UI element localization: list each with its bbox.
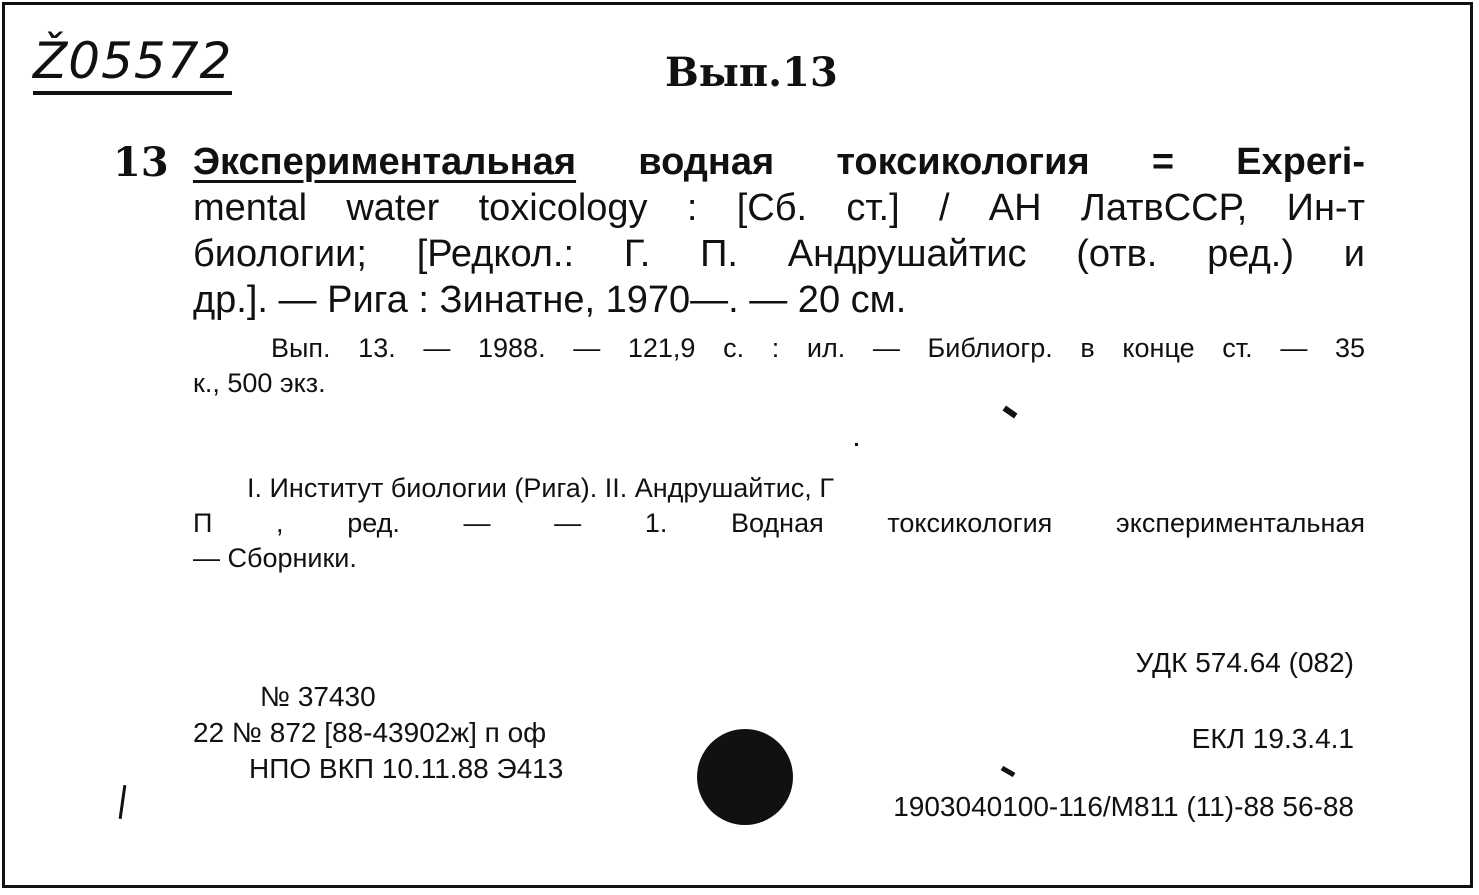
udk-code: УДК 574.64 (082) xyxy=(1135,647,1354,678)
issue-number: 13 xyxy=(113,139,169,186)
entry-line-2: mental water toxicology : [Сб. ст.] / АН ЛатвССР, Ин-т xyxy=(193,187,1365,229)
dust-speck xyxy=(855,443,858,446)
note-line-2: к., 500 экз. xyxy=(193,368,326,398)
order-line: 22 № 872 [88-43902ж] п оф xyxy=(193,717,547,748)
entry-heading-word: Экспериментальная xyxy=(193,141,577,183)
note-line-1: Вып. 13. — 1988. — 121,9 с. : ил. — Библиогр. в конце ст. — 35 xyxy=(271,333,1365,363)
catalog-card xyxy=(2,2,1473,888)
entry-title-rest: водная токсикология = Experi- xyxy=(576,141,1365,183)
tracings xyxy=(193,471,1365,576)
entry-line-4: др.]. — Рига : Зинатне, 1970—. — 20 см. xyxy=(193,279,907,321)
issue-header: Вып.13 xyxy=(665,49,838,96)
entry-line-1 xyxy=(193,139,1365,185)
bibliographic-entry xyxy=(193,139,1365,323)
issue-note xyxy=(193,331,1365,401)
ink-speck xyxy=(1003,406,1018,419)
handwritten-card-id: Ž05572 xyxy=(33,33,232,95)
tracing-line-2: П , ред. — — 1. Водная токсикология экспериментальная xyxy=(193,508,1365,538)
tracing-line-3: — Сборники. xyxy=(193,543,357,573)
entry-line-3: биологии; [Редкол.: Г. П. Андрушайтис (отв. ред.) и xyxy=(193,233,1365,275)
pencil-mark xyxy=(119,785,127,819)
order-number: № 37430 xyxy=(260,681,376,712)
classification-code: 1903040100-116/М811 (11)-88 56-88 xyxy=(893,791,1354,822)
punch-hole xyxy=(697,729,793,825)
ekl-code: ЕКЛ 19.3.4.1 xyxy=(1191,723,1354,754)
tracing-line-1: I. Институт биологии (Рига). II. Андрушайтис, Г xyxy=(247,473,834,503)
ink-speck xyxy=(1001,766,1016,777)
printer-line: НПО ВКП 10.11.88 Э413 xyxy=(249,753,564,784)
